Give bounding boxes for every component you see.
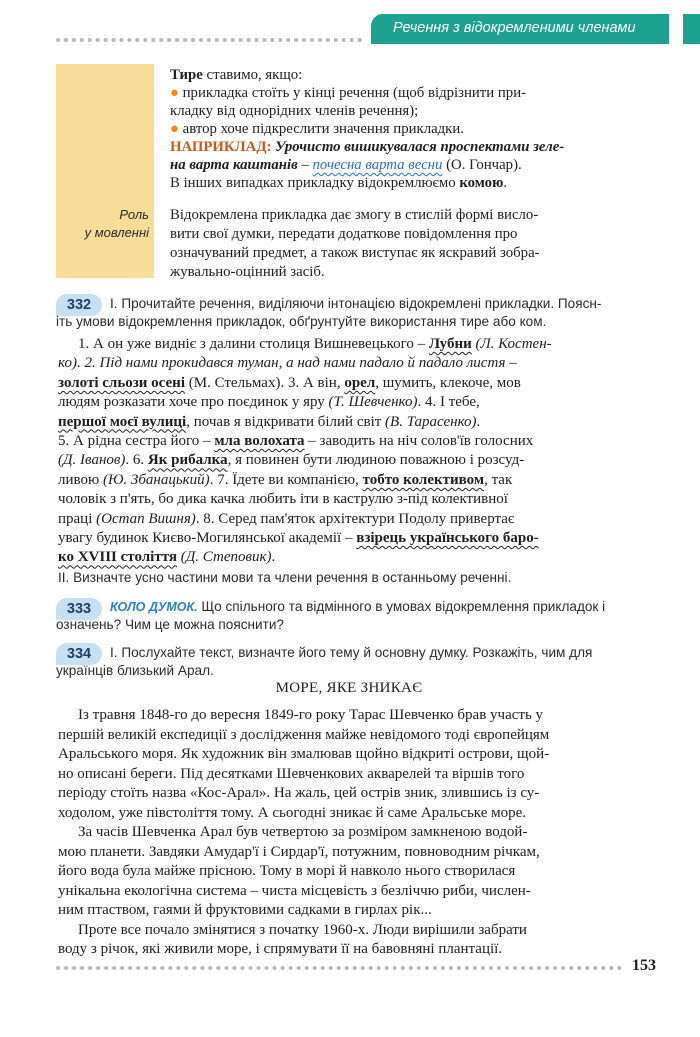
side-label-role: Роль у мовленні	[84, 207, 149, 240]
chapter-header-tab	[371, 14, 669, 44]
rule-dash-usage	[170, 66, 640, 192]
rule-side-panel	[56, 64, 154, 278]
task-number-badge: 332	[56, 294, 102, 316]
rule-bullet-1-cont: кладку від однорідних членів речення);	[170, 103, 419, 119]
task-332-intro: І. Прочитайте речення, виділяючи інтонацією відокремлені прикладки. Поясн- іть умови відокремлення прикладок, обґрунтуйте використання тире або ком.	[56, 296, 602, 329]
article-body	[58, 706, 640, 960]
task-333-text: КОЛО ДУМОК. Що спільного та відмінного в умовах відокремлення прикладок і означень? Чим це можна пояснити?	[56, 599, 606, 632]
task-number-badge: 333	[56, 598, 102, 620]
rule-example: НАПРИКЛАД: Урочисто вишикувалася проспектами зеле-	[170, 139, 565, 155]
page-number: 153	[632, 957, 656, 974]
article-title: МОРЕ, ЯКЕ ЗНИКАЄ	[275, 680, 423, 696]
rule-lead: Тире ставимо, якщо:	[170, 67, 303, 83]
footer-dotted-rule	[56, 966, 622, 970]
article-paragraph: За часів Шевченка Арал був четвертою за розміром замкненою водой- мою планети. Завдяки Амудар'ї і Сирдар'ї, потужним, повноводним річкам, його вода була майже прісною. Тому в морі й навколо нього створилася унікальна екологічна система – чиста місцевість з безліччю риби, числен- ним птаством, гаями й фруктовими садками в гирлах рік...	[58, 824, 540, 918]
rule-bullet-1: ● прикладка стоїть у кінці речення (щоб відрізнити при-	[170, 85, 527, 101]
kolo-dumok-label: КОЛО ДУМОК.	[110, 600, 198, 614]
rule-bullet-2: ● автор хоче підкреслити значення прикладки.	[170, 121, 464, 137]
task-332-part-2: ІІ. Визначте усно частини мови та члени речення в останньому реченні.	[58, 570, 512, 585]
task-334-text: І. Послухайте текст, визначте його тему й основну думку. Розкажіть, чим для українців близький Арал.	[56, 645, 593, 678]
header-dotted-rule	[56, 38, 362, 42]
task-332-sentences: 1. А он уже видніє з далини столиця Вишневецького – Лубни (Л. Костен- ко). 2. Під нами прокидався туман, а над нами падало й падало листя – золоті сльози осені (М. Стельмах). 3. А він, орел, шумить, клекоче, мов людям розказати хоче про поєдинок у яру (Т. Шевченко). 4. І тебе, першої моєї вулиці, почав я відкривати білий світ (В. Тарасенко). 5. А рідна сестра його – мла волохата – заводить на ніч солов'їв голосних (Д. Іванов). 6. Як рибалка, я повинен бути людиною поважною і розсуд- ливою (Ю. Збанацький). 7. Їдете ви компанією, тобто колективом, так чоловік з п'ять, бо дика качка любить іти в каструлю з-під колективної праці (Остап Вишня). 8. Серед пам'яток архітектури Подолу привертає увагу будинок Києво-Могилянської академії – взірець українського баро- ко XVIII століття (Д. Степовик).	[58, 336, 552, 566]
role-paragraph: Відокремлена прикладка дає змогу в стислій формі висло- вити свої думки, передати додаткове повідомлення про означуваний предмет, а також виступає як яскравий зобра- жувально-оцінний засіб.	[170, 207, 540, 280]
rule-other-cases: В інших випадках прикладку відокремлюємо комою.	[170, 175, 508, 191]
rule-example-cont: на варта каштанів – почесна варта весни (О. Гончар).	[170, 157, 522, 173]
chapter-title: Речення з відокремленими членами	[393, 20, 636, 36]
task-number-badge: 334	[56, 643, 102, 665]
article-paragraph: Із травня 1848-го до вересня 1849-го року Тарас Шевченко брав участь у першій великій експедиції з дослідження майже невідомого тоді європейцям Аральського моря. Як художник він змалював щойно відкриті острови, щой- но описані береги. Під десятками Шевченкових акварелей та віршів того періоду стоїть назва «Кос-Арал». На жаль, цей острів зник, злившись із су- ходолом, уже півстоліття тому. А сьогодні зникає й саме Аральське море.	[58, 707, 550, 821]
header-edge-block	[683, 14, 700, 44]
article-paragraph: Проте все почало змінятися з початку 1960-х. Люди вирішили забрати воду з річок, які живили море, і спрямувати її на бавовняні плантації.	[58, 921, 527, 957]
